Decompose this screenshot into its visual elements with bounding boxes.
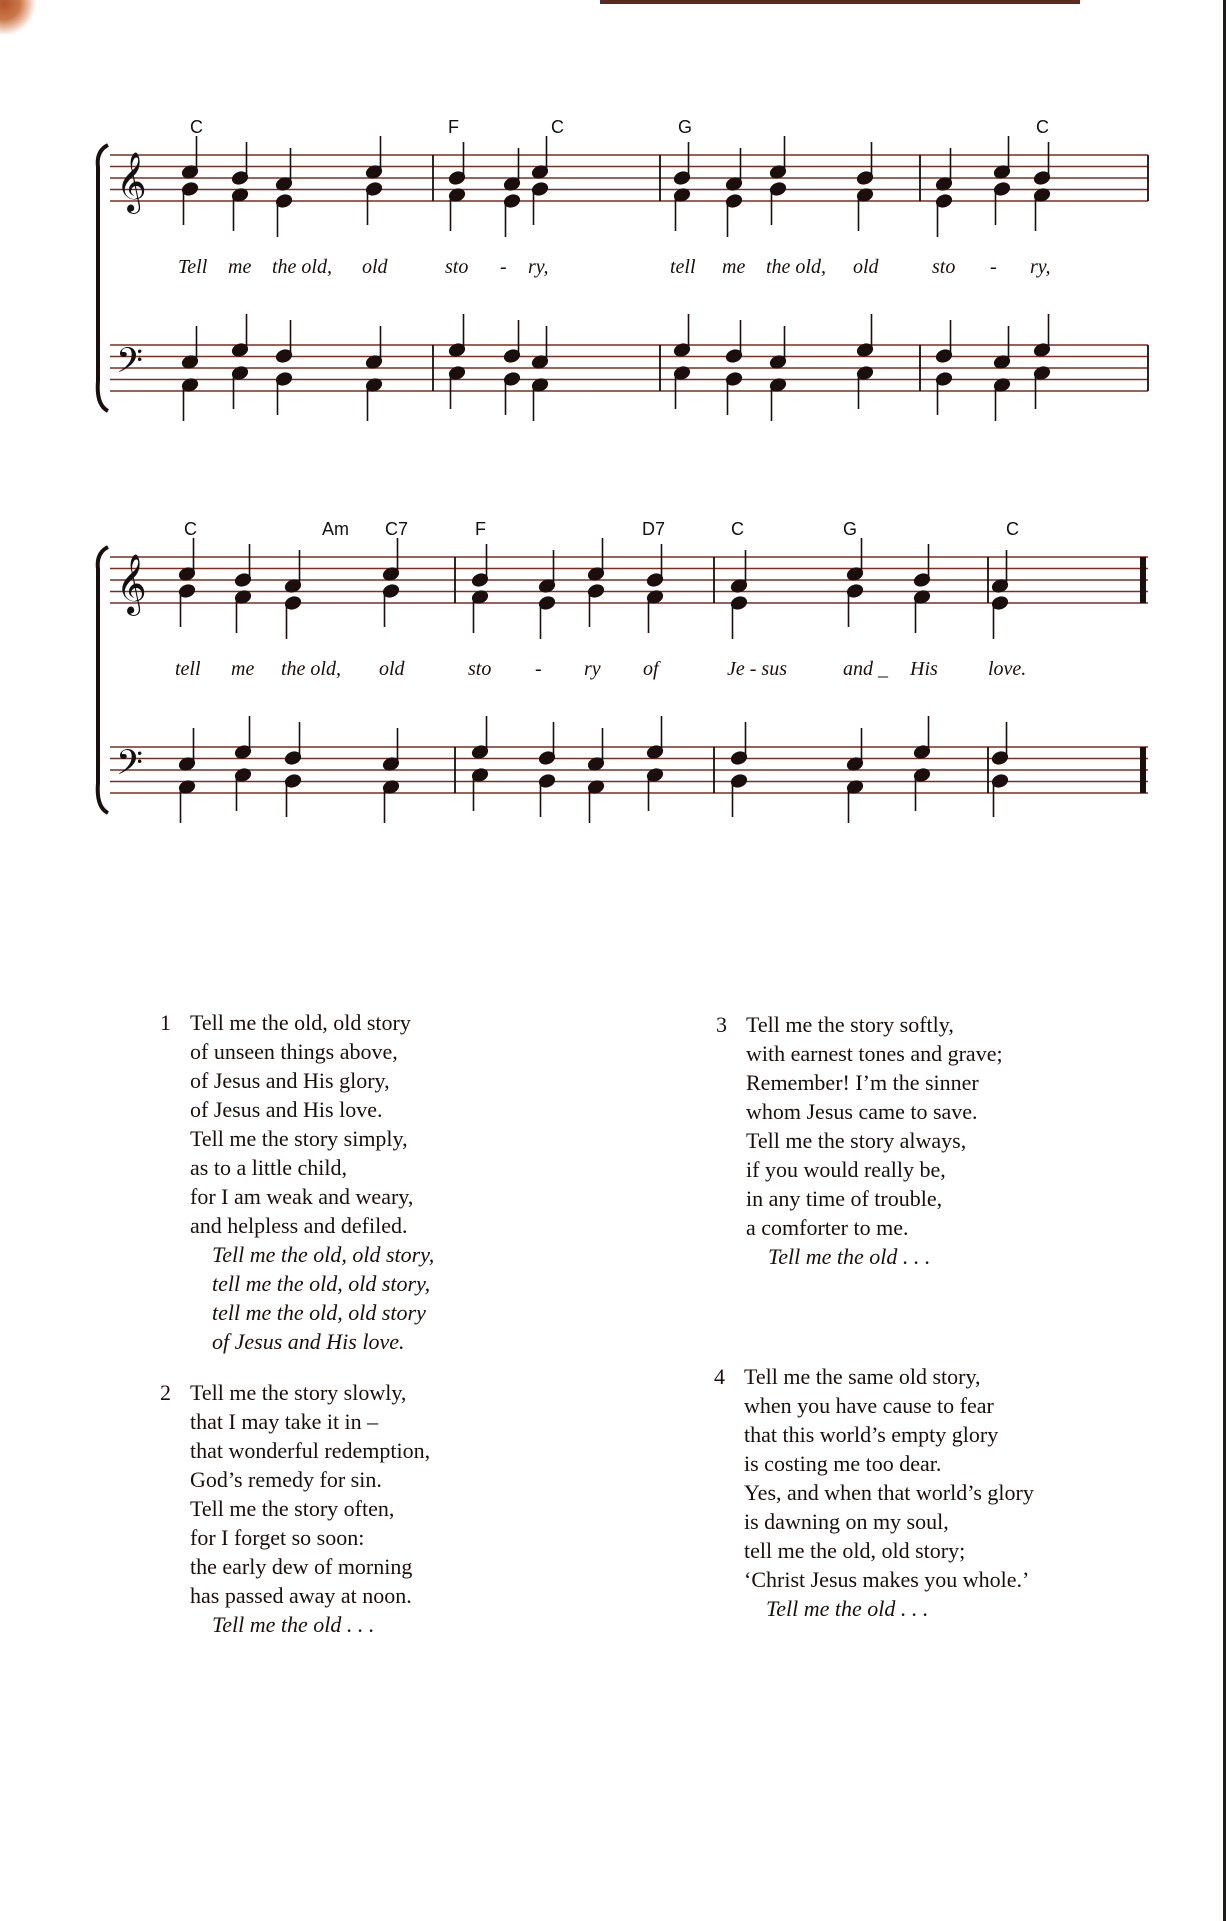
- verse-line: of unseen things above,: [190, 1039, 398, 1064]
- lyric-syllable: old: [379, 658, 405, 680]
- verse-line: Remember! I’m the sinner: [746, 1070, 979, 1095]
- verse-line: is dawning on my soul,: [744, 1509, 949, 1534]
- refrain-line: Tell me the old . . .: [212, 1612, 375, 1637]
- verse-number: 4: [714, 1364, 725, 1389]
- chord-symbol: F: [448, 117, 459, 137]
- lyric-syllable: ry,: [1030, 256, 1051, 278]
- lyric-syllable: sto: [468, 658, 492, 680]
- music-system-2: [98, 519, 1148, 823]
- verse-line: with earnest tones and grave;: [746, 1041, 1003, 1066]
- verse-line: tell me the old, old story;: [744, 1538, 966, 1563]
- lyric-syllable: -: [990, 256, 997, 278]
- verse-number: 2: [160, 1380, 171, 1405]
- refrain-line: Tell me the old, old story,: [212, 1242, 435, 1267]
- verse-line: God’s remedy for sin.: [190, 1467, 382, 1492]
- verse-number: 1: [160, 1010, 171, 1035]
- lyric-syllable: me: [228, 256, 252, 278]
- verse-line: ‘Christ Jesus makes you whole.’: [744, 1567, 1030, 1592]
- verse-line: that wonderful redemption,: [190, 1438, 431, 1463]
- chord-symbol: C: [1006, 519, 1019, 539]
- chord-symbol: G: [843, 519, 858, 539]
- lyric-syllable: sto: [932, 256, 956, 278]
- chord-symbol: C: [731, 519, 744, 539]
- lyric-syllable: -: [535, 658, 542, 680]
- verse-line: of Jesus and His glory,: [190, 1068, 390, 1093]
- treble-clef: 𝄞: [116, 153, 147, 211]
- verse-4: [714, 1362, 1034, 1623]
- verse-line: the early dew of morning: [190, 1554, 413, 1579]
- verse-line: Tell me the same old story,: [744, 1364, 981, 1389]
- refrain-line: tell me the old, old story: [212, 1300, 426, 1325]
- refrain-line: tell me the old, old story,: [212, 1271, 431, 1296]
- verse-number: 3: [716, 1012, 727, 1037]
- verse-line: Tell me the story slowly,: [190, 1380, 407, 1405]
- chord-symbol: C: [551, 117, 564, 137]
- verse-line: that this world’s empty glory: [744, 1422, 999, 1447]
- lyric-syllable: me: [722, 256, 746, 278]
- verse-line: in any time of trouble,: [746, 1186, 943, 1211]
- system-bracket: [98, 547, 108, 813]
- music-system-1: [98, 117, 1148, 421]
- verse-line: Tell me the story always,: [746, 1128, 967, 1153]
- chord-symbol: F: [475, 519, 486, 539]
- bass-clef: 𝄢: [116, 341, 144, 388]
- verse-line: of Jesus and His love.: [190, 1097, 383, 1122]
- chord-symbol: C: [190, 117, 203, 137]
- lyric-syllable: sto: [445, 256, 469, 278]
- chord-symbol: Am: [322, 519, 349, 539]
- lyric-syllable: Tell: [178, 256, 208, 278]
- verse-2: [160, 1378, 431, 1639]
- chord-symbol: C: [1036, 117, 1049, 137]
- chord-symbol: C: [184, 519, 197, 539]
- verse-line: for I forget so soon:: [190, 1525, 365, 1550]
- verse-line: Tell me the story often,: [190, 1496, 395, 1521]
- lyric-syllable: of: [643, 658, 659, 680]
- chord-symbol: G: [678, 117, 693, 137]
- lyric-syllable: Je - sus: [727, 658, 787, 680]
- final-barline: [1140, 747, 1146, 793]
- refrain-line: Tell me the old . . .: [768, 1244, 931, 1269]
- system-bracket: [98, 145, 108, 411]
- verse-line: Tell me the story softly,: [746, 1012, 954, 1037]
- verse-line: for I am weak and weary,: [190, 1184, 414, 1209]
- verse-line: as to a little child,: [190, 1155, 348, 1180]
- treble-clef: 𝄞: [116, 555, 147, 613]
- lyric-syllable: old: [362, 256, 388, 278]
- lyric-syllable: -: [500, 256, 507, 278]
- lyric-syllable: the old,: [766, 256, 826, 278]
- lyric-syllable: His: [910, 658, 938, 680]
- lyric-syllable: ry: [584, 658, 601, 680]
- bass-clef: 𝄢: [116, 743, 144, 790]
- lyric-syllable: and _: [843, 658, 888, 680]
- verse-1: [160, 1008, 435, 1356]
- verse-line: a comforter to me.: [746, 1215, 909, 1240]
- verse-line: and helpless and defiled.: [190, 1213, 408, 1238]
- chord-symbol: C7: [385, 519, 409, 539]
- lyric-syllable: tell: [175, 658, 201, 680]
- lyric-syllable: love.: [988, 658, 1027, 680]
- verse-line: Tell me the old, old story: [190, 1010, 411, 1035]
- final-barline: [1140, 557, 1146, 603]
- sheet-music: [0, 0, 1226, 900]
- refrain-line: of Jesus and His love.: [212, 1329, 405, 1354]
- lyric-syllable: the old,: [281, 658, 341, 680]
- verse-line: is costing me too dear.: [744, 1451, 942, 1476]
- verse-3: [716, 1010, 1003, 1271]
- chord-symbol: D7: [642, 519, 666, 539]
- verse-line: when you have cause to fear: [744, 1393, 994, 1418]
- lyric-syllable: me: [231, 658, 255, 680]
- verse-line: that I may take it in –: [190, 1409, 379, 1434]
- lyric-syllable: the old,: [272, 256, 332, 278]
- lyric-syllable: tell: [670, 256, 696, 278]
- verse-line: Tell me the story simply,: [190, 1126, 408, 1151]
- verse-line: Yes, and when that world’s glory: [744, 1480, 1034, 1505]
- lyric-syllable: ry,: [528, 256, 549, 278]
- verse-line: has passed away at noon.: [190, 1583, 412, 1608]
- lyric-syllable: old: [853, 256, 879, 278]
- refrain-line: Tell me the old . . .: [766, 1596, 929, 1621]
- verse-line: whom Jesus came to save.: [746, 1099, 978, 1124]
- verse-line: if you would really be,: [746, 1157, 946, 1182]
